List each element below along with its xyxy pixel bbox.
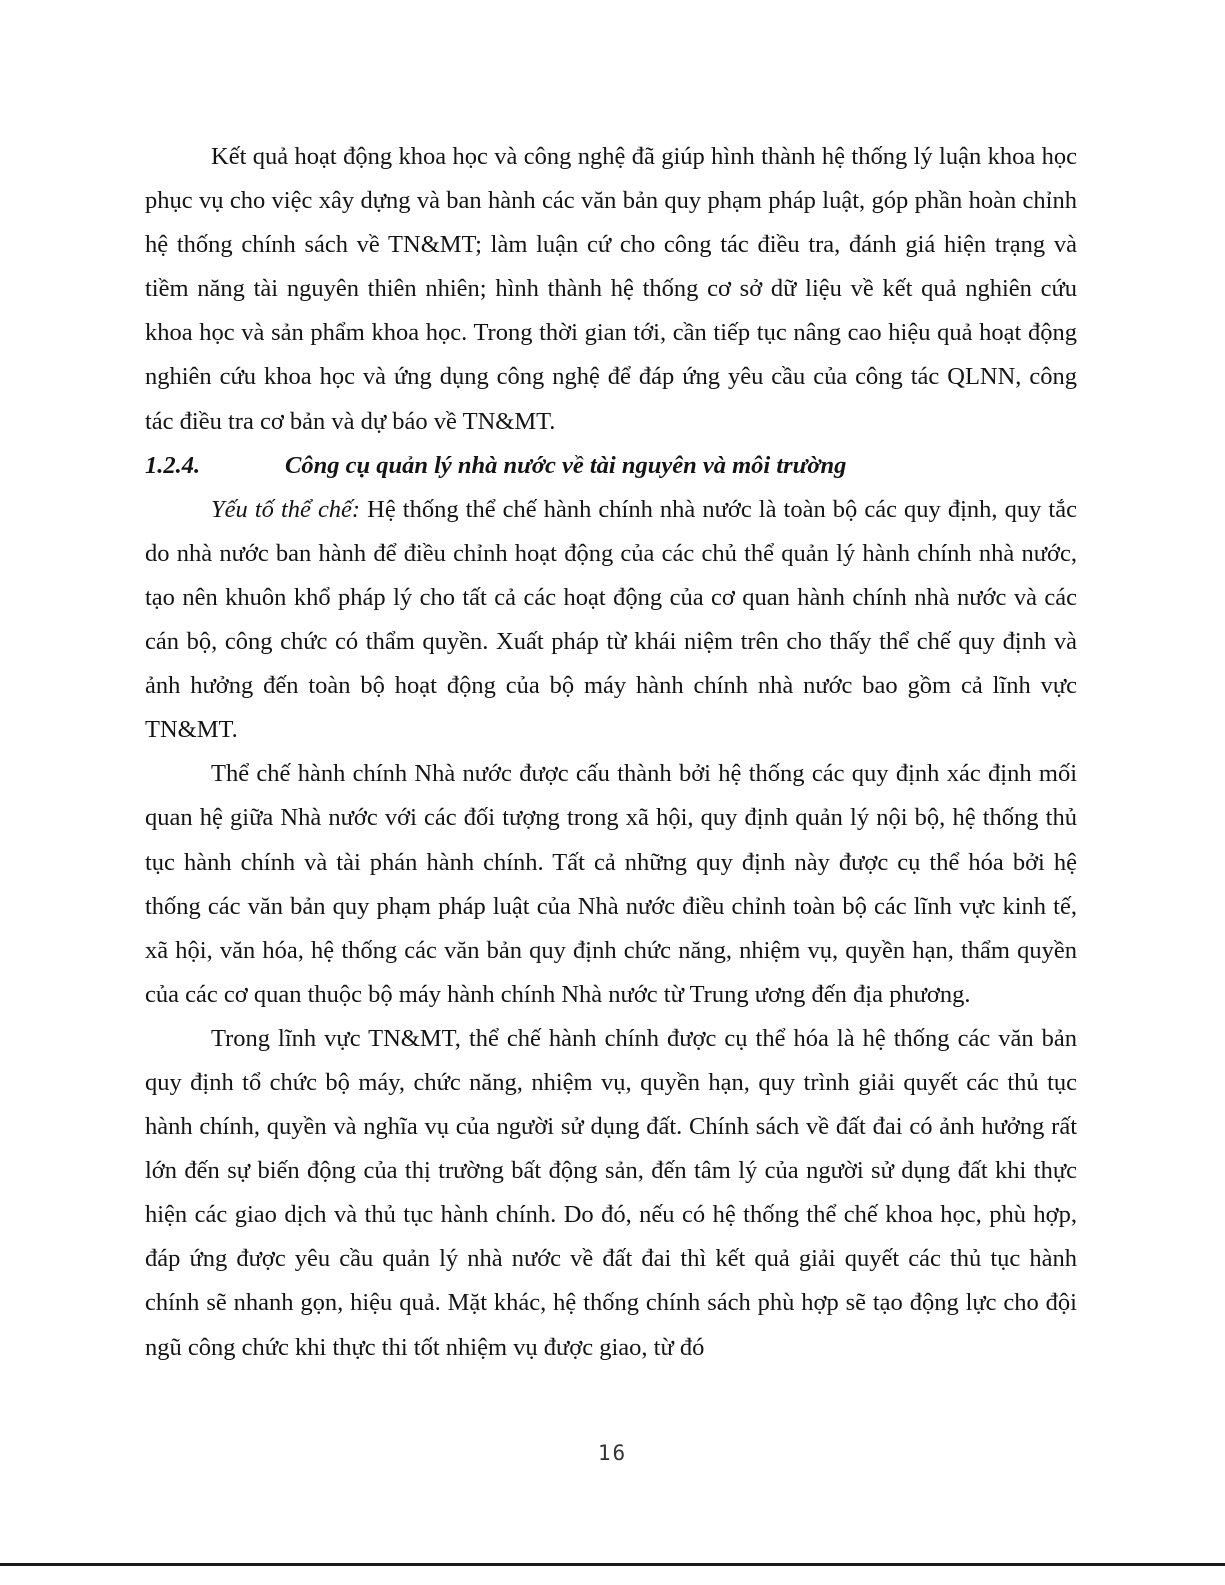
section-heading bbox=[145, 444, 1077, 488]
paragraph-administrative-institution: Thể chế hành chính Nhà nước được cấu thành bởi hệ thống các quy định xác định mối quan hệ giữa Nhà nước với các đối tượng trong xã hội, quy định quản lý nội bộ, hệ thống thủ tục hành chính và tài phán hành chính. Tất cả những quy định này được cụ thể hóa bởi hệ thống các văn bản quy phạm pháp luật của Nhà nước điều chỉnh toàn bộ các lĩnh vực kinh tế, xã hội, văn hóa, hệ thống các văn bản quy định chức năng, nhiệm vụ, quyền hạn, thẩm quyền của các cơ quan thuộc bộ máy hành chính Nhà nước từ Trung ương đến địa phương. bbox=[145, 760, 1077, 1008]
section-title: Công cụ quản lý nhà nước về tài nguyên và môi trường bbox=[285, 451, 847, 479]
institutional-factor-lead: Yếu tố thể chế: bbox=[211, 495, 361, 523]
institutional-factor-text: Hệ thống thể chế hành chính nhà nước là toàn bộ các quy định, quy tắc do nhà nước ban hành để điều chỉnh hoạt động của các chủ thể quản lý hành chính nhà nước, tạo nên khuôn khổ pháp lý cho tất cả các hoạt động của cơ quan hành chính nhà nước và các cán bộ, công chức có thẩm quyền. Xuất pháp từ khái niệm trên cho thấy thể chế quy định và ảnh hưởng đến toàn bộ hoạt động của bộ máy hành chính nhà nước bao gồm cả lĩnh vực TN&MT. bbox=[145, 495, 1077, 744]
paragraph-institutional-factor bbox=[145, 488, 1077, 753]
paragraph-tnmt-institution: Trong lĩnh vực TN&MT, thể chế hành chính được cụ thể hóa là hệ thống các văn bản quy định tổ chức bộ máy, chức năng, nhiệm vụ, quyền hạn, quy trình giải quyết các thủ tục hành chính, quyền và nghĩa vụ của người sử dụng đất. Chính sách về đất đai có ảnh hưởng rất lớn đến sự biến động của thị trường bất động sản, đến tâm lý của người sử dụng đất khi thực hiện các giao dịch và thủ tục hành chính. Do đó, nếu có hệ thống thể chế khoa học, phù hợp, đáp ứng được yêu cầu quản lý nhà nước về đất đai thì kết quả giải quyết các thủ tục hành chính sẽ nhanh gọn, hiệu quả. Mặt khác, hệ thống chính sách phù hợp sẽ tạo động lực cho đội ngũ công chức khi thực thi tốt nhiệm vụ được giao, từ đó bbox=[145, 1024, 1077, 1361]
bottom-border-line bbox=[0, 1563, 1225, 1566]
page-number: 16 bbox=[597, 1441, 628, 1465]
section-number: 1.2.4. bbox=[145, 451, 201, 479]
page-body bbox=[145, 135, 1077, 1370]
paragraph-science-results: Kết quả hoạt động khoa học và công nghệ đã giúp hình thành hệ thống lý luận khoa học phục vụ cho việc xây dựng và ban hành các văn bản quy phạm pháp luật, góp phần hoàn chỉnh hệ thống chính sách về TN&MT; làm luận cứ cho công tác điều tra, đánh giá hiện trạng và tiềm năng tài nguyên thiên nhiên; hình thành hệ thống cơ sở dữ liệu về kết quả nghiên cứu khoa học và sản phẩm khoa học. Trong thời gian tới, cần tiếp tục nâng cao hiệu quả hoạt động nghiên cứu khoa học và ứng dụng công nghệ để đáp ứng yêu cầu của công tác QLNN, công tác điều tra cơ bản và dự báo về TN&MT. bbox=[145, 143, 1077, 435]
